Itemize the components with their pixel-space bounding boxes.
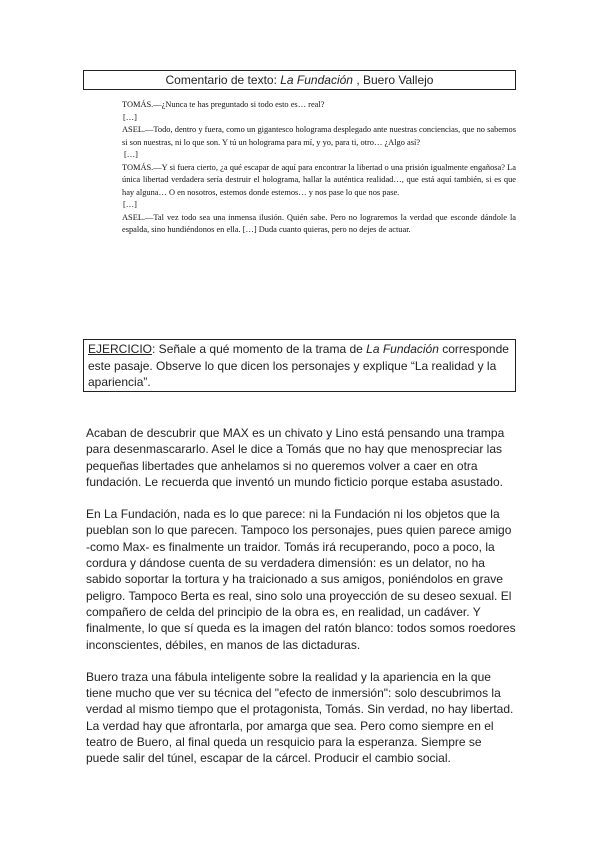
exercise-text-after: corresponde este pasaje. Observe lo que dicen los personajes y explique “La realidad y la apariencia”. — [88, 342, 509, 389]
answer-paragraph: Buero traza una fábula inteligente sobre la realidad y la apariencia en la que tiene mucho que ver su técnica del "efecto de inmersión": solo descubrimos la verdad al mismo tiempo que el protagonista, Tomás. Sin verdad, no hay libertad. La verdad hay que afrontarla, por amarga que sea. Pero como siempre en el teatro de Buero, al final queda un resquicio para la esperanza. Siempre se puede salir del túnel, escapar de la cárcel. Producir el cambio social. — [86, 669, 514, 766]
document-title — [83, 70, 516, 90]
play-excerpt — [122, 99, 516, 237]
excerpt-line: […] — [124, 150, 138, 159]
excerpt-line: TOMÁS.—¿Nunca te has preguntado si todo esto es… real? — [122, 100, 325, 109]
excerpt-line: […] — [123, 200, 137, 209]
answer-paragraph: En La Fundación, nada es lo que parece: ni la Fundación ni los objetos que la pueblan son lo que parecen. Tampoco los personajes, pues quien parece amigo -como Max- es finalmente un traidor. Tomás irá recuperando, poco a poco, la cordura y dándose cuenta de su verdadera dimensión: es un delator, no ha sabido soportar la tortura y ha traicionado a sus amigos, poniéndolos en grave peligro. Tampoco Berta es real, sino solo una proyección de su deseo sexual. El compañero de celda del principio de la obra es, en realidad, un cadáver. Y finalmente, lo que sí queda es la imagen del ratón blanco: todos somos roedores inconscientes, débiles, en manos de las dictaduras. — [86, 507, 516, 652]
excerpt-line: ASEL.—Todo, dentro y fuera, como un gigantesco holograma desplegado ante nuestras conciencias, que no sabemos si son nuestras, ni lo que son. Y tú un holograma para mí, y yo, para ti, otro… ¿Algo así? — [122, 125, 516, 147]
exercise-text-before: : Señale a qué momento de la trama de — [152, 342, 367, 356]
exercise-label: EJERCICIO — [88, 342, 153, 356]
exercise-prompt — [83, 339, 516, 392]
exercise-work-title: La Fundación — [366, 342, 439, 356]
answer-text — [86, 425, 518, 783]
title-work: La Fundación — [280, 73, 353, 87]
title-suffix: , Buero Vallejo — [352, 73, 434, 87]
title-prefix: Comentario de texto: — [165, 73, 281, 87]
excerpt-line: ASEL.—Tal vez todo sea una inmensa ilusión. Quién sabe. Pero no lograremos la verdad que esconde dándole la espalda, sino hundiéndonos en ella. […] Duda cuanto quieras, pero no dejes de actuar. — [122, 212, 516, 234]
excerpt-line: TOMÁS.—Y si fuera cierto, ¿a qué escapar de aquí para encontrar la libertad o una prisión igualmente engañosa? La única libertad verdadera sería destruir el holograma, hallar la auténtica realidad…, que está aquí también, si es que hay alguna… O en nosotros, estemos donde estemos… y nos pase lo que nos pase. — [122, 162, 516, 197]
answer-paragraph: Acaban de descubrir que MAX es un chivato y Lino está pensando una trampa para desenmascararlo. Asel le dice a Tomás que no hay que menospreciar las pequeñas libertades que anhelamos si no queremos volver a caer en otra fundación. Le recuerda que inventó un mundo ficticio porque estaba asustado. — [86, 426, 505, 489]
excerpt-line: […] — [123, 112, 137, 122]
